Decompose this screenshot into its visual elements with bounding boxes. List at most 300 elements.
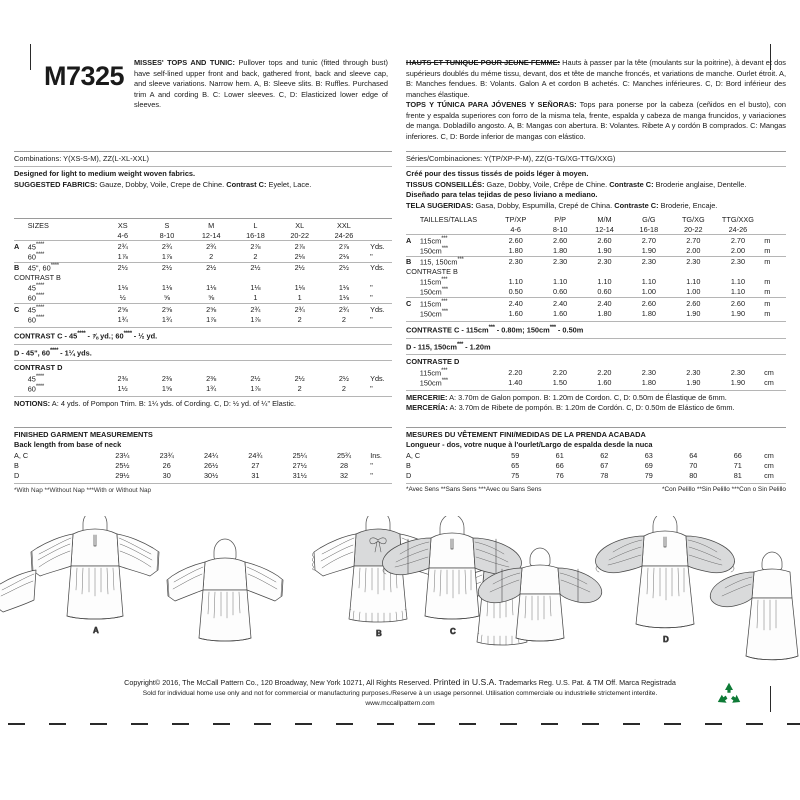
cut-dash (377, 723, 394, 725)
measurement-value-0: 75 (511, 471, 520, 481)
size-code-0: XS (117, 221, 128, 231)
yardage-value-1: 2¾ (145, 241, 189, 252)
measurement-value-5: 28 (339, 461, 349, 471)
yardage-value-2: 2¾ (189, 241, 233, 252)
cut-dash (459, 723, 476, 725)
measurement-value-5: 71 (733, 461, 742, 471)
view-letter (406, 277, 420, 287)
nap-note-english: *With Nap **Without Nap ***With or Without Nap (14, 486, 152, 494)
measurement-value-1: 30 (162, 471, 171, 481)
cut-dash (213, 723, 230, 725)
size-number-2: 12-14 (201, 231, 221, 241)
yardage-value-0: 2⅜ (117, 374, 128, 384)
unit-label: m (760, 256, 786, 267)
measurement-value-3: 63 (644, 451, 653, 461)
unit-label: cm (764, 461, 774, 471)
cut-dash (418, 723, 435, 725)
cut-dash (8, 723, 25, 725)
yardage-value-3: 1⅛ (250, 283, 261, 293)
size-code-3: G/G (642, 215, 656, 225)
size-code-3: L (253, 221, 258, 231)
yardage-table-imperial (14, 215, 400, 414)
contrast-d-imperial-table (14, 374, 392, 394)
view-letter: A (406, 235, 420, 246)
yardage-value-5: 2½ (322, 262, 366, 273)
yardage-value-4: 2.60 (671, 298, 716, 309)
table-row (14, 451, 392, 461)
yardage-value-2: 2⅝ (189, 304, 233, 315)
finished-subtitle-imperial: Back length from base of neck (14, 440, 122, 450)
finished-subtitle-metric: Longueur - dos, votre nuque à l'ourlet/Largo de espalda desde la nuca (406, 440, 653, 450)
yardage-value-1: 2.40 (538, 298, 582, 309)
yardage-value-0: 1⅛ (117, 283, 128, 293)
yardage-value-5: 2⅛ (338, 252, 350, 262)
yardage-table-metric (400, 215, 786, 414)
yardage-value-1: ⅝ (163, 293, 171, 303)
view-d-metric: D - 115, 150cm*** - 1.20m (406, 341, 491, 351)
cut-dash (131, 723, 148, 725)
yardage-value-4: 2½ (278, 262, 322, 273)
divider (14, 427, 392, 428)
view-letter: B (406, 256, 420, 267)
contrast-subheading: CONTRASTE B (406, 267, 458, 277)
yardage-value-1: 2⅜ (161, 374, 172, 384)
yardage-value-4: 2.30 (686, 368, 701, 378)
view-letter (14, 293, 28, 304)
yardage-value-2: 0.60 (597, 287, 612, 297)
size-number-5: 24-26 (728, 225, 748, 235)
measurement-value-0: 59 (511, 451, 520, 461)
fabrics-english-col (14, 148, 400, 211)
yardage-value-4: 2¾ (278, 304, 322, 315)
description-spanish (406, 100, 786, 142)
yardage-value-2: 1.90 (597, 246, 612, 256)
measurement-value-5: 25¾ (336, 451, 352, 461)
measurement-value-1: 61 (555, 451, 564, 461)
yardage-value-3: 1⅞ (250, 314, 261, 324)
divider (14, 151, 392, 152)
unit-label: Yds. (366, 241, 392, 252)
table-row (14, 461, 392, 471)
yardage-value-5: 1.90 (730, 378, 745, 388)
yardage-value-5: 2½ (338, 374, 350, 384)
table-row (406, 471, 786, 481)
unit-label: cm (764, 471, 774, 481)
cut-dash (705, 723, 722, 725)
garment-illustrations (0, 516, 800, 671)
contrast-c-label-fr: Contraste C: (609, 179, 654, 189)
measurement-value-4: 27½ (292, 461, 307, 471)
yardage-value-0: 1.80 (508, 246, 523, 256)
contrast-c-body-es: Broderie, Encaje. (658, 200, 718, 210)
view-letter (14, 374, 28, 384)
yardage-value-5: 2 (341, 314, 346, 324)
yardage-value-3: 2½ (233, 262, 277, 273)
notions-english (14, 399, 392, 409)
unit-label: " (370, 314, 373, 324)
size-code-5: TTG/XXG (721, 215, 754, 225)
description-spanish-title: TOPS Y TÚNICA PARA JÓVENES Y SEÑORAS: (406, 100, 577, 110)
size-number-0: 4-6 (117, 231, 129, 241)
table-row (14, 262, 392, 273)
yardage-imperial-table (14, 221, 392, 325)
fabric-width: 60**** (27, 314, 45, 325)
measurement-value-2: 26½ (203, 461, 219, 471)
fabric-width: 45", 60**** (28, 262, 101, 273)
unit-label: " (370, 252, 373, 262)
view-letter (406, 308, 420, 318)
yardage-value-1: 1⅝ (161, 384, 172, 394)
measurement-value-2: 30½ (203, 471, 219, 481)
size-code-4: XL (295, 221, 305, 231)
nap-notes-intl (406, 486, 786, 493)
unit-label: " (370, 471, 373, 481)
yardage-value-4: 1⅛ (294, 283, 305, 293)
unit-label: m (764, 246, 771, 256)
fabric-width: 60**** (27, 384, 44, 394)
size-code-4: TG/XG (681, 215, 705, 225)
divider (14, 483, 392, 484)
contrast-d-metric-body (406, 368, 786, 388)
copyright-text: Copyright© 2016, The McCall Pattern Co., 120 Broadway, New York 10271, All Rights Reserved. (124, 678, 434, 687)
notions-label: NOTIONS: (14, 399, 51, 409)
finished-title-metric: MESURES DU VÊTEMENT FINI/MEDIDAS DE LA PRENDA ACABADA (406, 429, 646, 439)
designed-for-english: Designed for light to medium weight woven fabrics. (14, 169, 196, 179)
table-row (406, 461, 786, 471)
table-row (14, 304, 392, 315)
notions-spanish (406, 403, 786, 413)
yardage-value-5: 2 (341, 384, 346, 394)
yardage-imperial-body (14, 241, 392, 325)
trademark-text: Trademarks Reg. U.S. Pat. & TM Off. Marca Registrada (496, 678, 676, 687)
nap-note-french: *Avec Sens **Sans Sens ***Avec ou Sans Sens (406, 485, 542, 493)
cut-dash (336, 723, 353, 725)
fabric-width: 115cm*** (419, 277, 448, 287)
measurement-value-1: 23¾ (159, 451, 174, 461)
size-number-1: 8-10 (159, 231, 175, 241)
table-row (14, 241, 392, 252)
cut-dash (664, 723, 681, 725)
yardage-value-5: 2.70 (716, 235, 761, 246)
divider (14, 166, 392, 167)
view-letter: C (406, 298, 420, 309)
yardage-value-0: 1.10 (508, 277, 523, 287)
contrast-subheading: CONTRAST B (14, 273, 61, 283)
unit-label: cm (764, 378, 774, 388)
yardage-metric-table (406, 215, 786, 319)
suggested-fabrics-body-fr: Gaze, Dobby, Voile, Crêpe de Chine. (484, 179, 610, 189)
finished-imperial-body (14, 451, 392, 481)
view-label-d: D (663, 635, 669, 644)
unit-label: m (764, 308, 771, 318)
table-row (406, 308, 786, 318)
pattern-number: M7325 (44, 61, 125, 91)
view-letter (406, 368, 420, 378)
divider (406, 483, 786, 484)
unit-label: m (760, 235, 786, 246)
size-code-5: XXL (337, 221, 351, 231)
measurement-value-2: 24¼ (203, 451, 219, 461)
description-french-title: HAUTS ET TUNIQUE POUR JEUNE FEMME: (406, 58, 561, 67)
yardage-value-1: 2.60 (538, 235, 582, 246)
view-letter: A, C (14, 451, 29, 461)
yardage-value-0: 2.20 (508, 368, 523, 378)
suggested-fabrics-spanish (406, 201, 786, 211)
divider (14, 344, 392, 345)
table-row (14, 293, 392, 304)
measurement-value-4: 80 (689, 471, 698, 481)
fabric-width: 60**** (27, 293, 45, 303)
finished-title-imperial: FINISHED GARMENT MEASUREMENTS (14, 429, 153, 439)
yardage-value-2: 2.40 (582, 298, 626, 309)
view-letter: A, C (406, 451, 421, 461)
yardage-value-2: 1.80 (597, 308, 612, 318)
yardage-value-1: 1.60 (553, 308, 568, 318)
fabric-width: 60**** (27, 252, 45, 262)
measurement-value-4: 70 (689, 461, 698, 471)
contraste-c-yardage: CONTRASTE C - 115cm*** - 0.80m; 150cm*** - 0.50m (406, 324, 584, 335)
contraste-d-label: CONTRASTE D (406, 357, 460, 367)
measurement-value-4: 25¼ (292, 451, 307, 461)
yardage-value-5: 2.60 (716, 298, 761, 309)
cut-dash (295, 723, 312, 725)
measurement-value-4: 31½ (292, 471, 307, 481)
size-code-1: P/P (554, 215, 567, 225)
divider (14, 218, 392, 219)
view-letter: B (406, 461, 411, 471)
description-spanish-body: Tops para ponerse por la cabeza (ceñidos en el busto), con frente y espalda superiores con forro de la misma tela, frente, espalda y cabeza de manga fruncidos, y variaciones de manga. Dobladillo angosto. A, B: Mangas con abertura. B: Volantes. Ribete A y cordón B comprados. C: Mangas inferiores. C, D: Borde inferior de mangas con elástico. (406, 100, 786, 141)
yardage-value-2: ⅝ (208, 293, 215, 303)
mercerie-label: MERCERIE: (406, 393, 448, 403)
table-row (14, 384, 392, 394)
yardage-value-3: 2.30 (627, 256, 671, 267)
measurement-value-2: 62 (600, 451, 609, 461)
yardage-value-4: 2½ (294, 374, 305, 384)
size-number-0: 4-6 (510, 225, 521, 235)
unit-label: Ins. (370, 451, 382, 461)
measurement-value-5: 32 (339, 471, 349, 481)
yardage-value-2: 1¾ (206, 384, 217, 394)
yardage-value-2: 2½ (189, 262, 233, 273)
yardage-value-4: 1.90 (686, 378, 701, 388)
size-number-2: 12-14 (595, 225, 614, 235)
measurement-value-3: 31 (251, 471, 260, 481)
mercerie-body: A: 3.70m de Galon pompon. B: 1.20m de Cordon. C, D: 0.50m de Élastique de 6mm. (447, 393, 727, 403)
fabric-width: 45**** (27, 374, 44, 384)
yardage-value-4: 1.10 (686, 277, 701, 287)
yardage-value-4: 1 (297, 293, 302, 303)
table-row (14, 252, 392, 263)
yardage-value-2: 2.60 (582, 235, 626, 246)
yardage-value-4: 2.30 (671, 256, 716, 267)
contrast-c-body: Eyelet, Lace. (266, 179, 312, 189)
measurement-value-2: 67 (600, 461, 609, 471)
cut-dash (254, 723, 271, 725)
notions-body: A: 4 yds. of Pompon Trim. B: 1¼ yds. of Cording. C, D: ½ yd. of ¼" Elastic. (50, 399, 296, 409)
unit-label: cm (764, 368, 774, 378)
view-letter (14, 252, 28, 263)
size-number-4: 20-22 (683, 225, 703, 235)
cut-dash (49, 723, 66, 725)
description-english-title: MISSES' TOPS AND TUNIC: (134, 58, 235, 67)
yardage-value-3: 1 (253, 293, 258, 303)
table-row (406, 256, 786, 267)
measurement-value-1: 66 (555, 461, 564, 471)
yardage-value-5: 1.90 (730, 308, 746, 318)
divider (406, 390, 786, 391)
fabric-width: 150cm*** (419, 287, 448, 297)
website-url[interactable]: www.mccallpattern.com (365, 699, 435, 707)
measurement-value-2: 78 (600, 471, 609, 481)
suggested-fabrics-label: SUGGESTED FABRICS: (14, 179, 98, 189)
view-letter: B (14, 262, 28, 273)
yardage-value-4: 2⅛ (294, 252, 305, 262)
yardage-imperial-header: SIZES XS S M L XL XXL 4-6 8-10 12-14 16-18 20-22 24-26 (14, 221, 392, 241)
yardage-value-0: 1¾ (117, 314, 128, 324)
table-row (406, 235, 786, 246)
view-label-a: A (93, 626, 99, 635)
yardage-value-4: 2 (297, 314, 302, 324)
yardage-value-0: 2⅝ (101, 304, 145, 315)
yardage-value-1: 0.60 (553, 287, 568, 297)
yardage-value-2: 2.20 (597, 368, 612, 378)
size-code-2: M (208, 221, 215, 231)
measurement-value-5: 66 (733, 451, 742, 461)
divider (14, 396, 392, 397)
fabric-width: 115cm*** (419, 368, 448, 378)
yardage-value-2: 2.30 (582, 256, 626, 267)
table-row (406, 246, 786, 257)
unit-label: " (370, 384, 373, 394)
description-english-col (14, 58, 400, 142)
table-row (406, 267, 786, 277)
copyright-line (0, 676, 800, 689)
description-english (134, 58, 392, 111)
description-section (14, 58, 786, 142)
yardage-value-0: 1.40 (508, 378, 523, 388)
printed-in-usa: Printed in U.S.A. (433, 677, 497, 687)
yardage-value-5: 2.30 (716, 256, 761, 267)
yardage-value-3: 1.10 (641, 277, 656, 287)
suggested-fabrics-french (406, 180, 786, 190)
designed-for-french: Créé pour des tissus tissés de poids léger à moyen. (406, 169, 589, 179)
divider (406, 321, 786, 322)
yardage-value-4: 2⅞ (278, 241, 322, 252)
yardage-metric-body (406, 235, 786, 319)
cut-dash (541, 723, 558, 725)
table-row (406, 378, 786, 388)
view-letter: C (14, 304, 28, 315)
table-row (14, 374, 392, 384)
yardage-value-4: 2 (297, 384, 302, 394)
yardage-value-5: 1⅛ (338, 293, 350, 303)
measurement-value-3: 24¾ (248, 451, 263, 461)
finished-imperial-col (14, 424, 400, 494)
finished-metric-body (406, 451, 786, 481)
yardage-value-5: 1.10 (730, 277, 746, 287)
yardage-value-4: 2.70 (671, 235, 716, 246)
yardage-value-4: 1.90 (686, 308, 701, 318)
view-letter (406, 378, 420, 388)
fabric-width: 45**** (27, 283, 45, 293)
yardage-value-5: 2.30 (730, 368, 745, 378)
yardage-value-5: 2¾ (322, 304, 366, 315)
unit-label: m (764, 277, 771, 287)
yardage-value-4: 2.00 (686, 246, 701, 256)
size-number-1: 8-10 (552, 225, 568, 235)
measurement-value-5: 81 (733, 471, 742, 481)
yardage-value-5: 1⅛ (338, 283, 350, 293)
view-letter: D (406, 471, 412, 481)
yardage-metric-header: TAILLES/TALLAS TP/XP P/P M/M G/G TG/XG TTG/XXG 4-6 8-10 12-14 16-18 20-22 24-26 (406, 215, 786, 235)
yardage-value-5: 1.10 (730, 287, 746, 297)
yardage-value-2: 2⅜ (206, 374, 217, 384)
yardage-value-4: 1.00 (686, 287, 701, 297)
fabric-width: 115cm*** (420, 235, 494, 246)
yardage-value-1: 2.30 (538, 256, 582, 267)
size-number-5: 24-26 (334, 231, 354, 241)
yardage-value-2: 2 (209, 252, 214, 262)
yardage-value-2: 1.10 (597, 277, 612, 287)
fabric-width: 150cm*** (419, 246, 448, 256)
finished-measurements-section (14, 424, 786, 494)
yardage-value-1: 2.20 (552, 368, 567, 378)
cut-dash (90, 723, 107, 725)
view-letter (14, 384, 28, 394)
size-code-1: S (164, 221, 170, 231)
contrast-c-body-fr: Broderie anglaise, Dentelle. (653, 179, 747, 189)
yardage-value-0: 1.60 (508, 308, 523, 318)
suggested-fabrics-body-es: Gasa, Dobby, Espumilla, Crepé de China. (473, 200, 615, 210)
size-code-0: TP/XP (505, 215, 527, 225)
finished-metric-col (400, 424, 786, 494)
measurement-value-0: 29½ (115, 471, 130, 481)
yardage-value-1: 1⅞ (161, 252, 173, 262)
divider (406, 338, 786, 339)
unit-label: Yds. (370, 374, 385, 384)
measurement-value-1: 26 (162, 461, 171, 471)
fabric-width: 150cm*** (419, 378, 448, 388)
contrast-c-label: Contrast C: (226, 179, 267, 189)
unit-label: Yds. (366, 304, 392, 315)
yardage-value-0: 2.60 (493, 235, 538, 246)
description-french (406, 58, 786, 100)
table-row (406, 287, 786, 298)
table-row (406, 277, 786, 287)
divider (14, 327, 392, 328)
merceria-label: MERCERÍA: (406, 403, 448, 413)
divider (406, 166, 786, 167)
description-french-body: Hauts à passer par la tête (moulants sur la poitrine), à devant et dos supérieurs doublés du méme tissu, devant, dos et tête de manche froncés, et variations de manche. Ourlet étroit. A, B: Manches fendues. B: Volants. Galon A et cordon B achetés. C: Manches inférieures. C, D: Bord inférieur des manches élastique. (406, 58, 786, 99)
view-d-yardage: D - 45", 60**** - 1¼ yds. (14, 347, 92, 357)
table-row (14, 471, 392, 481)
view-letter (14, 314, 28, 324)
usage-notice: Sold for individual home use only and not for commercial or manufacturing purposes./Reserve à un usage personnel. Utilisation commerciale ou industrielle strictement interdite. (142, 689, 658, 697)
yardage-value-5: 2⅞ (322, 241, 366, 252)
cut-dash (623, 723, 640, 725)
unit-label: cm (764, 451, 774, 461)
yardage-value-5: 2.00 (730, 246, 746, 256)
contrast-c-label-es: Contraste C: (614, 200, 659, 210)
yardage-value-1: 2⅝ (145, 304, 189, 315)
yardage-value-3: 1.80 (641, 308, 656, 318)
yardage-value-3: 2¾ (233, 304, 277, 315)
fabric-width: 150cm*** (419, 308, 448, 319)
measurement-value-0: 65 (511, 461, 520, 471)
divider (14, 360, 392, 361)
suggested-fabrics-body: Gauze, Dobby, Voile, Crepe de Chine. (97, 179, 227, 189)
yardage-value-2: 1⅞ (206, 314, 217, 324)
